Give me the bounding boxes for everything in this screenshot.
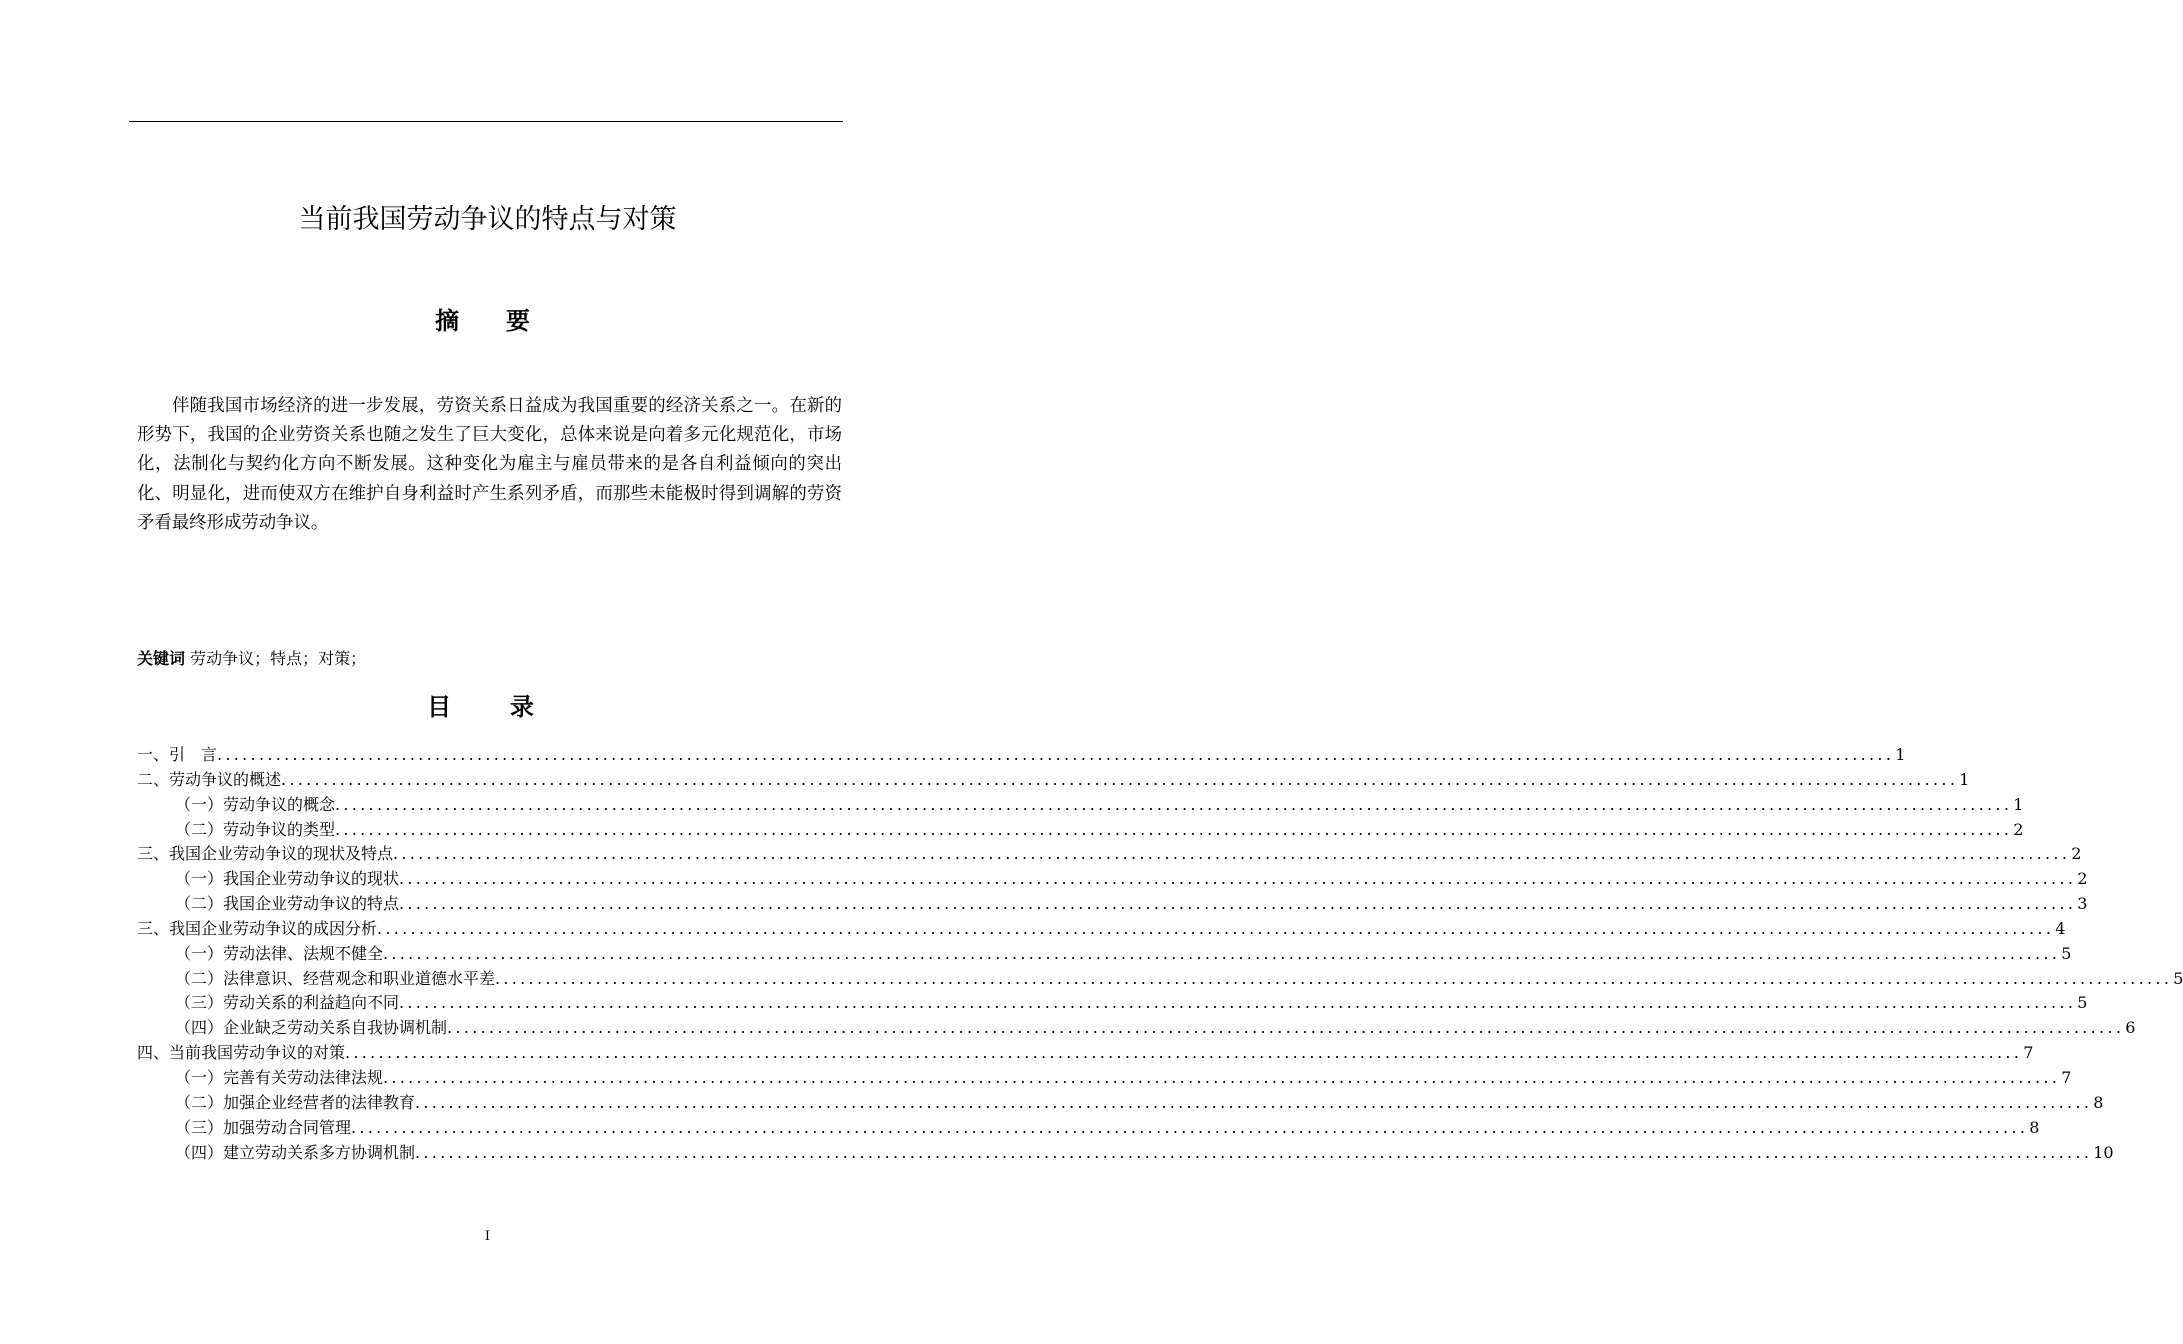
toc-entry-label: 三、我国企业劳动争议的成因分析 [137, 918, 378, 938]
toc-dot-leader: ........................................................................................................................................................................................................ [335, 794, 2013, 814]
toc-dot-leader: ........................................................................................................................................................................................................ [399, 894, 2077, 914]
toc-entry[interactable] [137, 867, 2088, 892]
toc-entry-page: 2 [2071, 844, 2082, 864]
toc-entry-label: （四）建立劳动关系多方协调机制 [175, 1142, 416, 1162]
toc-entry[interactable] [137, 793, 2024, 818]
toc-entry-page: 7 [2061, 1067, 2072, 1087]
toc-entry-label: 四、当前我国劳动争议的对策 [137, 1043, 346, 1063]
toc-entry-page: 6 [2125, 1018, 2136, 1038]
toc-entry-label: （二）我国企业劳动争议的特点 [175, 894, 400, 914]
toc-heading: 目 录 [427, 693, 548, 721]
toc-entry[interactable] [137, 1016, 2136, 1041]
toc-entry-page: 5 [2077, 993, 2088, 1013]
toc-dot-leader: ........................................................................................................................................................................................................ [447, 1018, 2125, 1038]
toc-dot-leader: ........................................................................................................................................................................................................ [281, 769, 1959, 789]
toc-entry[interactable] [137, 818, 2024, 843]
toc-entry-page: 1 [1959, 769, 1970, 789]
toc-entry-label: （三）加强劳动合同管理 [175, 1117, 352, 1137]
document-title: 当前我国劳动争议的特点与对策 [298, 204, 677, 235]
toc-dot-leader: ........................................................................................................................................................................................................ [399, 869, 2077, 889]
table-of-contents [137, 743, 2183, 1165]
toc-entry[interactable] [137, 842, 2082, 867]
toc-entry-page: 5 [2061, 943, 2072, 963]
toc-entry-label: 二、劳动争议的概述 [137, 769, 282, 789]
toc-dot-leader: ........................................................................................................................................................................................................ [399, 993, 2077, 1013]
toc-entry-label: 三、我国企业劳动争议的现状及特点 [137, 844, 394, 864]
abstract-paragraph: 伴随我国市场经济的进一步发展，劳资关系日益成为我国重要的经济关系之一。在新的形势下，我国的企业劳资关系也随之发生了巨大变化，总体来说是向着多元化规范化，市场化，法制化与契约化方向不断发展。这种变化为雇主与雇员带来的是各自利益倾向的突出化、明显化，进而使双方在维护自身利益时产生系列矛盾，而那些未能极时得到调解的劳资矛看最终形成劳动争议。 [137, 396, 842, 533]
toc-entry-label: （二）法律意识、经营观念和职业道德水平差 [175, 968, 496, 988]
toc-entry[interactable] [137, 967, 2183, 992]
toc-entry-page: 10 [2093, 1142, 2114, 1162]
toc-entry[interactable] [137, 743, 1906, 768]
toc-dot-leader: ........................................................................................................................................................................................................ [217, 745, 1895, 764]
abstract-heading: 摘 要 [435, 307, 540, 335]
toc-entry[interactable] [137, 942, 2072, 967]
toc-entry-label: （一）完善有关劳动法律法规 [175, 1067, 384, 1087]
toc-dot-leader: ........................................................................................................................................................................................................ [383, 943, 2061, 963]
toc-entry-label: （一）劳动法律、法规不健全 [175, 943, 384, 963]
toc-dot-leader: ........................................................................................................................................................................................................ [377, 918, 2055, 938]
toc-entry[interactable] [137, 917, 2066, 942]
toc-entry-label: （二）加强企业经营者的法律教育 [175, 1092, 416, 1112]
toc-entry-page: 8 [2093, 1092, 2104, 1112]
keywords-value: 劳动争议；特点；对策； [190, 649, 367, 668]
toc-entry-page: 4 [2055, 918, 2066, 938]
toc-entry-page: 1 [2013, 794, 2024, 814]
toc-dot-leader: ........................................................................................................................................................................................................ [335, 819, 2013, 839]
toc-dot-leader: ........................................................................................................................................................................................................ [415, 1092, 2093, 1112]
toc-entry-page: 2 [2077, 869, 2088, 889]
toc-entry-label: （一）我国企业劳动争议的现状 [175, 869, 400, 889]
toc-entry[interactable] [137, 1066, 2072, 1091]
toc-entry-page: 2 [2013, 819, 2024, 839]
header-rule [129, 121, 843, 122]
toc-dot-leader: ........................................................................................................................................................................................................ [415, 1142, 2093, 1162]
toc-entry[interactable] [137, 1041, 2034, 1066]
toc-dot-leader: ........................................................................................................................................................................................................ [393, 844, 2071, 864]
keywords-label: 关键词 [137, 649, 186, 668]
page-number: I [484, 1229, 491, 1244]
abstract-body [137, 392, 842, 538]
toc-entry-page: 7 [2023, 1043, 2034, 1063]
toc-entry-label: 一、引 言 [137, 745, 218, 764]
toc-entry[interactable] [137, 768, 1970, 793]
toc-entry-label: （三）劳动关系的利益趋向不同 [175, 993, 400, 1013]
toc-dot-leader: ........................................................................................................................................................................................................ [351, 1117, 2029, 1137]
toc-entry-label: （一）劳动争议的概念 [175, 794, 336, 814]
toc-entry[interactable] [137, 892, 2088, 917]
toc-entry[interactable] [137, 1141, 2114, 1166]
toc-entry-page: 3 [2077, 894, 2088, 914]
keywords-line [137, 646, 366, 672]
toc-dot-leader: ........................................................................................................................................................................................................ [495, 968, 2173, 988]
toc-entry-page: 5 [2173, 968, 2183, 988]
toc-entry-label: （二）劳动争议的类型 [175, 819, 336, 839]
toc-dot-leader: ........................................................................................................................................................................................................ [383, 1067, 2061, 1087]
toc-entry[interactable] [137, 991, 2088, 1016]
toc-dot-leader: ........................................................................................................................................................................................................ [345, 1043, 2023, 1063]
toc-entry-label: （四）企业缺乏劳动关系自我协调机制 [175, 1018, 448, 1038]
toc-entry-page: 1 [1895, 745, 1906, 764]
toc-entry-page: 8 [2029, 1117, 2040, 1137]
toc-entry[interactable] [137, 1091, 2104, 1116]
toc-entry[interactable] [137, 1116, 2040, 1141]
